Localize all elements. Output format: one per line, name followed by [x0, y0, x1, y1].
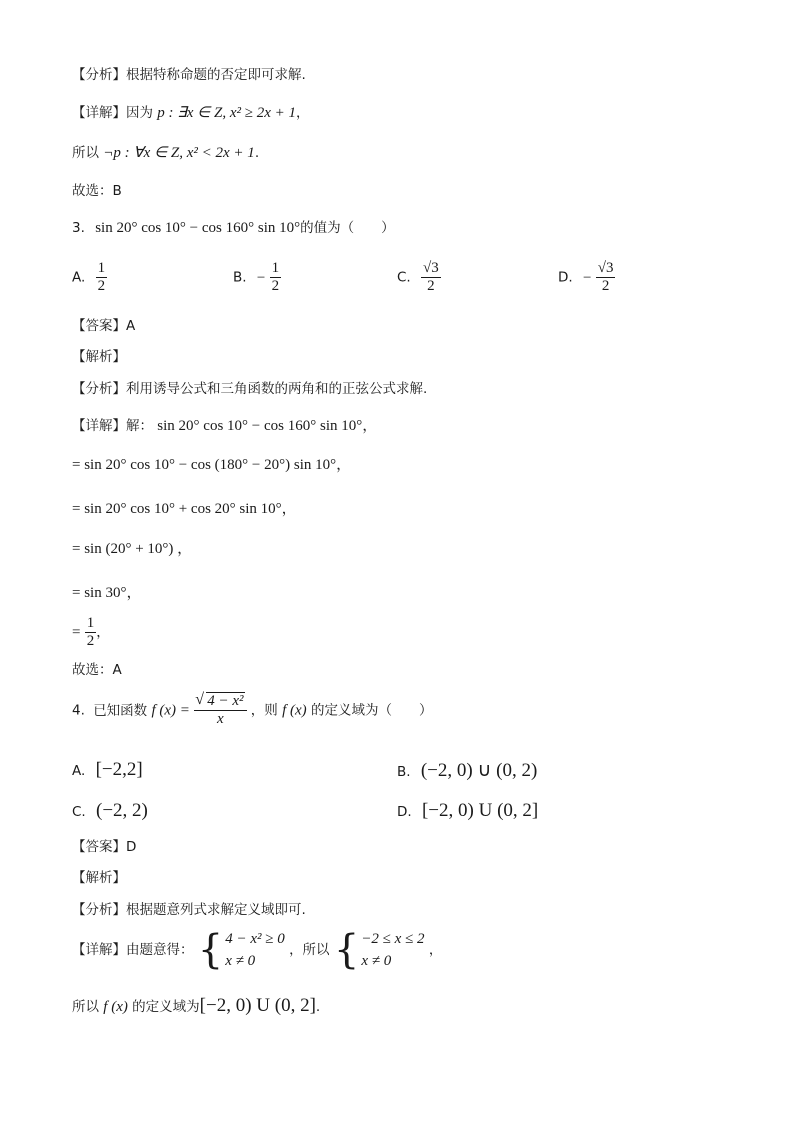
fraction-den: 2 [601, 278, 610, 294]
q3-final-step [72, 615, 110, 650]
system-1 [225, 928, 285, 972]
q3-detail-line [72, 417, 377, 435]
detail-mid: ，所以 [289, 942, 330, 958]
q2-so-line [72, 144, 259, 162]
so-math: ¬p : ∀x ∈ Z, x² < 2x + 1 [103, 145, 255, 161]
q3-option-c[interactable] [397, 260, 441, 295]
option-fraction [421, 260, 441, 295]
q3-analysis-line [72, 380, 427, 398]
option-label: A. [72, 269, 86, 286]
option-value: (−2, 0) ∪ (0, 2) [420, 760, 538, 781]
option-fraction [596, 260, 616, 295]
final-mid: 的定义域为 [132, 999, 200, 1015]
option-sign: − [582, 269, 592, 286]
system-row: 4 − x² ≥ 0 [225, 931, 285, 947]
detail-suffix: ， [428, 942, 443, 958]
equals-sign: = [72, 624, 81, 641]
option-label: B. [397, 764, 411, 780]
question-number: 3. [72, 220, 85, 236]
so-prefix: 所以 [72, 145, 99, 161]
final-prefix: 所以 [72, 999, 99, 1015]
q4-final-line [72, 997, 320, 1016]
final-fx: f (x) [103, 999, 128, 1015]
fraction-num: 1 [271, 260, 280, 276]
q3-option-b[interactable] [233, 260, 281, 295]
option-label: D. [558, 269, 573, 286]
q4-stem [72, 693, 432, 728]
sqrt [196, 693, 244, 710]
q4-option-b[interactable] [397, 759, 537, 782]
q3-option-a[interactable] [72, 260, 107, 295]
analysis-text: 根据题意列式求解定义域即可. [126, 902, 306, 918]
stem-mid: ，则 [250, 702, 278, 719]
option-sign: − [256, 269, 266, 286]
q3-step-2: = sin 20° cos 10° − cos (180° − 20°) sin 10°， [72, 457, 352, 473]
fraction-den: 2 [427, 278, 435, 294]
stem-function: f (x) = [151, 702, 190, 719]
q2-analysis-line [72, 66, 306, 84]
q4-solution-tag: 【解析】 [72, 870, 126, 886]
detail-math: p : ∃x ∈ Z, x² ≥ 2x + 1 [157, 105, 297, 121]
option-value: [−2,2] [95, 759, 143, 780]
stem-fraction [194, 693, 246, 728]
q4-option-d[interactable] [397, 800, 538, 822]
option-fraction [270, 260, 282, 295]
left-brace-icon: { [197, 927, 224, 973]
system-2 [361, 928, 424, 972]
option-label: B. [233, 269, 247, 286]
option-value: (−2, 2) [96, 800, 148, 821]
q3-choice-line: 故选：A [72, 662, 122, 678]
fraction-num: 1 [97, 260, 106, 276]
fraction-den: 2 [97, 278, 106, 294]
q4-detail-line [72, 928, 442, 972]
detail-prefix: 解： [126, 418, 153, 434]
final-value: [−2, 0) U (0, 2] [199, 995, 316, 1016]
stem-math: sin 20° cos 10° − cos 160° sin 10° [95, 220, 301, 236]
answer-value: A [126, 318, 136, 334]
option-label: A. [72, 763, 86, 779]
option-label: C. [72, 804, 86, 820]
q4-option-c[interactable] [72, 800, 148, 822]
stem-fx: f (x) [282, 702, 307, 719]
option-fraction [96, 260, 108, 295]
detail-prefix: 由题意得： [126, 942, 194, 958]
q2-choice-line: 故选：B [72, 183, 122, 199]
analysis-text: 根据特称命题的否定即可求解. [126, 67, 306, 83]
q3-step-4: = sin (20° + 10°) ， [72, 541, 193, 557]
final-suffix: ， [96, 624, 110, 641]
stem-suffix: 的定义域为（ ） [310, 702, 433, 719]
so-suffix: . [254, 145, 260, 161]
fraction-den: 2 [86, 633, 95, 649]
option-label: C. [397, 269, 411, 286]
question-number: 4. [72, 702, 85, 719]
analysis-tag: 【分析】 [72, 902, 126, 918]
option-label: D. [397, 804, 412, 820]
fraction-num: √3 [597, 260, 614, 276]
analysis-tag: 【分析】 [72, 67, 126, 83]
q3-stem [72, 219, 395, 237]
stem-suffix: 的值为（ ） [300, 220, 395, 236]
step-1: sin 20° cos 10° − cos 160° sin 10°， [157, 418, 378, 434]
detail-tag: 【详解】 [72, 942, 126, 958]
fraction-num: 1 [86, 615, 95, 631]
answer-tag: 【答案】 [72, 839, 126, 855]
q3-step-3: = sin 20° cos 10° + cos 20° sin 10°， [72, 501, 297, 517]
q3-option-d[interactable] [558, 260, 615, 295]
q4-answer [72, 838, 136, 856]
left-brace-icon: { [333, 927, 360, 973]
final-fraction [85, 615, 97, 650]
q2-detail-line [72, 104, 310, 122]
detail-suffix: ， [296, 105, 310, 121]
option-value: [−2, 0) U (0, 2] [421, 800, 539, 821]
fraction-num [194, 693, 246, 711]
fraction-num: √3 [423, 260, 439, 276]
q4-analysis-line [72, 901, 306, 919]
detail-tag: 【详解】 [72, 105, 126, 121]
system-row: x ≠ 0 [225, 953, 256, 969]
q3-step-5: = sin 30°， [72, 585, 142, 601]
analysis-tag: 【分析】 [72, 381, 126, 397]
stem-prefix: 已知函数 [93, 702, 148, 719]
final-suffix: . [315, 999, 321, 1015]
answer-value: D [126, 839, 137, 855]
detail-prefix: 因为 [126, 105, 153, 121]
q4-option-a[interactable] [72, 759, 143, 781]
q3-answer [72, 317, 135, 335]
fraction-den: 2 [271, 278, 280, 294]
radicand: 4 − x² [207, 693, 244, 709]
q3-solution-tag: 【解析】 [72, 349, 126, 365]
system-row: −2 ≤ x ≤ 2 [361, 931, 425, 947]
answer-tag: 【答案】 [72, 318, 126, 334]
system-row: x ≠ 0 [361, 953, 392, 969]
analysis-text: 利用诱导公式和三角函数的两角和的正弦公式求解. [126, 381, 428, 397]
fraction-den: x [217, 711, 224, 727]
detail-tag: 【详解】 [72, 418, 126, 434]
